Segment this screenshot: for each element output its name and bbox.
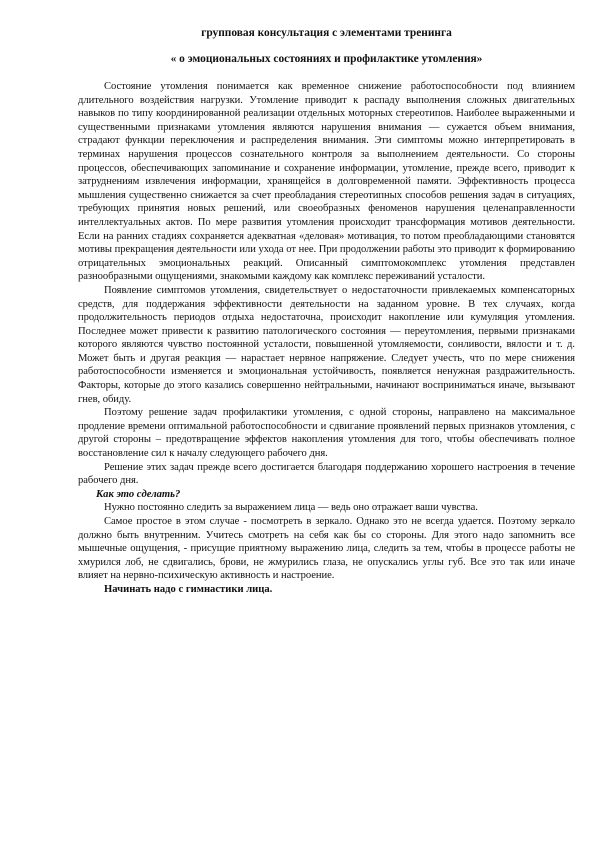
paragraph-2: Появление симптомов утомления, свидетельствует о недостаточности привлекаемых компенсаторных средств, для поддержания эффективности деятельности на заданном уровне. В тех случаях, когда продолжительность периодов отдыха недостаточна, происходит накопление или кумуляция утомления. Последнее может привести к развитию патологического состояния — переутомления, первыми признаками которого являются чувство постоянной усталости, повышенной утомляемости, сонливости, вялости и т. д. Может быть и другая реакция — нарастает нервное напряжение. Следует учесть, что по мере снижения работоспособности изменяется и эмоциональная устойчивость, появляется ненужная раздражительность. Факторы, которые до этого казались совершенно нейтральными, начинают восприниматься иначе, вызывают гнев, обиду. [78, 284, 575, 405]
closing-line: Начинать надо с гимнастики лица. [104, 583, 273, 595]
document-title: групповая консультация с элементами тренинга [201, 27, 452, 39]
paragraph-5: Нужно постоянно следить за выражением лица — ведь оно отражает ваши чувства. [104, 502, 478, 514]
document-subtitle: « о эмоциональных состояниях и профилактике утомления» [170, 53, 483, 65]
paragraph-3: Поэтому решение задач профилактики утомления, с одной стороны, направлено на максимальное продление времени оптимальной работоспособности и сдвигание проявлений первых признаков утомления, с другой стороны – предотвращение эффектов накопления утомления для того, чтобы обеспечивать полное восстановление сил к началу следующего рабочего дня. [78, 407, 575, 460]
paragraph-4: Решение этих задач прежде всего достигается благодаря поддержанию хорошего настроения в течение рабочего дня. [78, 461, 575, 487]
paragraph-6: Самое простое в этом случае - посмотреть в зеркало. Однако это не всегда удается. Поэтому зеркало должно быть внутренним. Учитесь смотреть на себя как бы со стороны. Для этого надо запомнить все мышечные ощущения, - присущие приятному выражению лица, следить за тем, чтобы в процессе работы не хмурился лоб, не сдвигались, брови, не жмурились глаза, не опускались углы губ. Все это так или иначе влияет на нервно-психическую активность и настроение. [78, 516, 575, 582]
question-heading: Как это сделать? [96, 488, 181, 500]
paragraph-1: Состояние утомления понимается как временное снижение работоспособности под влиянием длительного воздействия нагрузки. Утомление приводит к распаду выполнения сложных двигательных навыков по типу координированной реализации отдельных моторных стереотипов. Наиболее выраженными и существенными признаками утомления являются нарушения внимания — сужается объем внимания, страдают функции переключения и распределения внимания. Эти симптомы можно интерпретировать в терминах нарушения процессов сознательного контроля за выполнением деятельности. Со стороны процессов, обеспечивающих запоминание и сохранение информации, утомление, прежде всего, приводит к затруднениям извлечения информации, хранящейся в долговременной памяти. Эффективность процесса мышления существенно снижается за счет преобладания стереотипных способов решения задач в ситуациях, требующих принятия новых решений, или своеобразных феноменов нарушения целенаправленности интеллектуальных актов. По мере развития утомления происходит трансформация мотивов деятельности. Если на ранних стадиях сохраняется адекватная «деловая» мотивация, то потом преобладающими становятся мотивы прекращения деятельности или ухода от нее. При продолжении работы это приводит к формированию отрицательных эмоциональных реакций. Описанный симптомокомплекс утомления представлен разнообразными ощущениями, знакомыми каждому как комплекс переживаний усталости. [78, 81, 575, 283]
